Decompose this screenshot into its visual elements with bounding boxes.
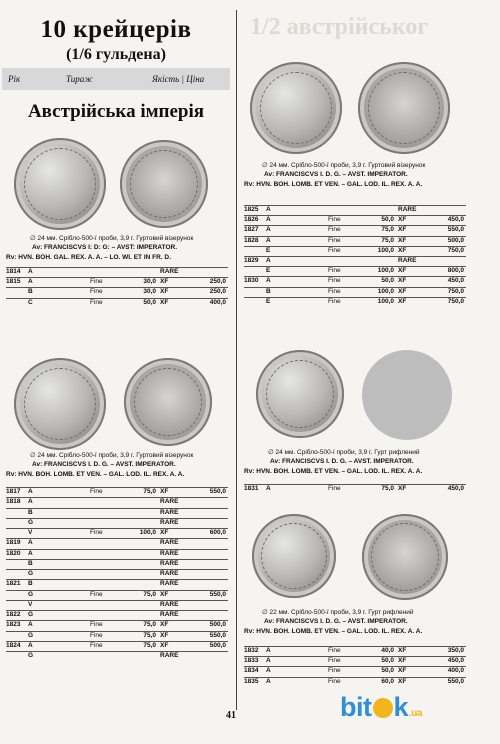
reverse-legend: Rv: HVN. BOH. LOMB. ET VEN. – GAL. LOD. IL. REX. A. A. (244, 628, 423, 635)
row-price-low: 75,0 (143, 488, 156, 495)
row-mint: A (266, 277, 271, 285)
coin-spec-caption: ∅ 24 мм. Срібло-500-ї проби, 3,9 г. Гуртовий візерунок (262, 162, 426, 169)
coin-obverse-image (252, 514, 336, 598)
row-year: 1821 (6, 580, 21, 588)
row-price-high: 550,0 (209, 631, 226, 639)
obverse-legend: Av: FRANCISCVS I. D. G. – AVST. IMPERATOR. (264, 171, 408, 178)
table-row (244, 267, 466, 276)
row-grade-high: RARE (160, 580, 179, 588)
row-price-low: 75,0 (143, 631, 156, 639)
coin-spec-caption: ∅ 24 мм. Срібло-500-ї проби, 3,9 г. Гуртовий візерунок (30, 452, 194, 459)
page-number: 41 (226, 710, 236, 721)
row-grade-low: Fine (328, 647, 341, 654)
row-grade-high: RARE (160, 508, 179, 516)
row-mint: A (28, 641, 33, 649)
row-grade-high: RARE (160, 570, 179, 577)
table-row (6, 560, 228, 569)
row-grade-high: RARE (160, 268, 179, 275)
row-grade-low: Fine (328, 236, 341, 244)
row-grade-high: XF (398, 277, 407, 285)
row-grade-low: Fine (328, 267, 341, 275)
row-price-low: 75,0 (381, 236, 394, 244)
bitok-logo (340, 692, 422, 723)
row-mint: A (266, 485, 271, 492)
row-price-low: 75,0 (143, 641, 156, 649)
row-year: 1819 (6, 539, 21, 547)
row-price-low: 100,0 (377, 297, 394, 305)
row-mint: A (266, 647, 271, 654)
row-price-high: 450,0 (447, 216, 464, 224)
row-mint: G (28, 518, 34, 526)
coin-reverse-image (358, 62, 450, 154)
table-row (6, 278, 228, 287)
row-grade-low: Fine (90, 631, 103, 639)
reverse-legend: Rv: HVN. BOH. LOMB. ET VEN. – GAL. LOD. IL. REX. A. A. (244, 468, 423, 475)
row-mint: A (28, 539, 33, 547)
table-row (6, 268, 228, 277)
row-year: 1834 (244, 667, 259, 675)
row-grade-low: Fine (90, 590, 103, 598)
table-header (2, 68, 230, 90)
row-grade-high: RARE (160, 559, 179, 567)
row-price-low: 75,0 (143, 590, 156, 598)
coin-obverse-image (250, 62, 342, 154)
row-price-high: 400,0 (447, 667, 464, 675)
table-row (244, 485, 466, 494)
row-mint: B (28, 288, 33, 296)
row-grade-low: Fine (90, 298, 103, 306)
row-price-low: 50,0 (381, 277, 394, 285)
obverse-legend: Av: FRANCISCVS I: D: G: – AVST: IMPERATOR. (32, 244, 178, 251)
row-price-high: 500,0 (447, 236, 464, 244)
row-price-low: 100,0 (139, 529, 156, 536)
row-grade-low: Fine (328, 287, 341, 295)
row-price-high: 550,0 (447, 677, 464, 685)
row-grade-high: XF (160, 278, 169, 286)
row-year: 1832 (244, 647, 259, 654)
reverse-legend: Rv: HVN. BOH. LOMB. ET VEN. – GAL. LOD. IL. REX. A. A. (6, 471, 185, 478)
row-grade-low: Fine (328, 226, 341, 234)
bleed-through-text: 1/2 австрійськог (250, 14, 429, 40)
row-price-low: 75,0 (381, 485, 394, 492)
row-year: 1814 (6, 268, 21, 275)
row-price-low: 75,0 (381, 226, 394, 234)
row-price-high: 450,0 (447, 657, 464, 665)
row-price-high: 450,0 (447, 277, 464, 285)
row-grade-high: XF (160, 631, 169, 639)
row-grade-high: XF (398, 657, 407, 665)
row-grade-high: XF (160, 488, 169, 495)
row-mint: B (266, 287, 271, 295)
table-row (244, 678, 466, 687)
logo-text-end: k (393, 692, 409, 722)
row-price-low: 50,0 (143, 298, 156, 306)
column-divider (236, 10, 237, 710)
row-price-high: 500,0 (209, 621, 226, 629)
row-grade-high: XF (398, 287, 407, 295)
table-row (6, 621, 228, 630)
row-price-low: 100,0 (377, 287, 394, 295)
row-mint: E (266, 267, 271, 275)
row-grade-low: Fine (90, 288, 103, 296)
row-mint: B (28, 508, 33, 516)
obverse-legend: Av: FRANCISCVS I. D. G. – AVST. IMPERATOR. (270, 458, 414, 465)
column-grade-price: Якість | Ціна (152, 74, 205, 84)
row-price-low: 50,0 (381, 657, 394, 665)
row-year: 1829 (244, 257, 259, 264)
row-price-high: 500,0 (209, 641, 226, 649)
row-year: 1826 (244, 216, 259, 224)
table-row (6, 580, 228, 589)
row-grade-high: XF (160, 641, 169, 649)
row-price-low: 50,0 (381, 216, 394, 224)
reverse-legend: Rv: HVN. BOH. GAL. REX. A. A. – LO. WI. ET IN FR. D. (6, 254, 171, 261)
row-grade-low: Fine (90, 529, 103, 536)
row-grade-high: XF (398, 226, 407, 234)
table-row (244, 216, 466, 225)
column-mintage: Тираж (66, 74, 93, 84)
row-mint: A (28, 278, 33, 286)
table-row (6, 570, 228, 579)
row-price-low: 100,0 (377, 246, 394, 254)
row-mint: A (266, 677, 271, 685)
coin-obverse-image (256, 350, 344, 438)
row-grade-high: RARE (160, 652, 179, 659)
row-grade-high: RARE (160, 539, 179, 547)
row-grade-low: Fine (328, 657, 341, 665)
row-price-low: 30,0 (143, 278, 156, 286)
row-grade-high: RARE (398, 257, 417, 264)
row-grade-low: Fine (328, 216, 341, 224)
row-price-high: 400,0 (209, 298, 226, 306)
row-grade-high: XF (398, 216, 407, 224)
table-row (244, 657, 466, 666)
row-year: 1830 (244, 277, 259, 285)
row-mint: A (266, 226, 271, 234)
row-price-low: 50,0 (381, 667, 394, 675)
row-mint: V (28, 529, 33, 536)
table-row (6, 611, 228, 620)
table-row (6, 519, 228, 528)
row-mint: A (28, 488, 33, 495)
row-grade-low: Fine (90, 641, 103, 649)
row-grade-high: XF (160, 298, 169, 306)
row-year: 1824 (6, 641, 21, 649)
row-grade-high: XF (398, 246, 407, 254)
table-row (6, 498, 228, 507)
row-price-high: 550,0 (209, 590, 226, 598)
table-row (244, 206, 466, 215)
row-mint: E (266, 246, 271, 254)
row-price-low: 40,0 (381, 647, 394, 654)
table-row (6, 632, 228, 641)
logo-suffix: .ua (409, 708, 422, 719)
row-price-high: 250,0 (209, 278, 226, 286)
row-year: 1831 (244, 485, 259, 492)
row-year: 1835 (244, 677, 259, 685)
table-row (6, 601, 228, 610)
row-year: 1818 (6, 498, 21, 506)
table-row (244, 298, 466, 307)
row-mint: C (28, 298, 33, 306)
coin-obverse-image (14, 138, 106, 230)
row-mint: A (266, 657, 271, 665)
column-year: Рік (8, 74, 21, 84)
row-grade-high: RARE (160, 498, 179, 506)
row-mint: A (266, 236, 271, 244)
row-mint: B (28, 580, 33, 588)
row-price-high: 450,0 (447, 485, 464, 492)
table-row (6, 591, 228, 600)
row-price-high: 750,0 (447, 297, 464, 305)
row-mint: A (266, 257, 271, 264)
row-mint: B (28, 559, 33, 567)
row-grade-low: Fine (328, 246, 341, 254)
table-row (6, 488, 228, 497)
row-price-high: 550,0 (209, 488, 226, 495)
row-mint: A (266, 206, 271, 213)
row-price-low: 75,0 (143, 621, 156, 629)
row-mint: G (28, 652, 34, 659)
row-year: 1815 (6, 278, 21, 286)
coin-reverse-image (362, 514, 448, 600)
row-year: 1828 (244, 236, 259, 244)
section-title: Австрійська імперія (27, 101, 205, 122)
row-mint: A (28, 549, 33, 557)
table-row (244, 247, 466, 256)
obverse-legend: Av: FRANCISCVS I. D. G. – AVST. IMPERATOR. (32, 461, 176, 468)
row-mint: A (266, 667, 271, 675)
row-price-low: 60,0 (381, 677, 394, 685)
coin-reverse-placeholder (362, 350, 452, 440)
coin-spec-caption: ∅ 24 мм. Срібло-500-ї проби, 3,9 г. Гуртовий візерунок (30, 235, 194, 242)
row-price-low: 100,0 (377, 267, 394, 275)
row-grade-low: Fine (90, 488, 103, 495)
table-row (244, 647, 466, 656)
row-mint: G (28, 631, 34, 639)
logo-text: bit (340, 692, 372, 722)
row-grade-low: Fine (328, 667, 341, 675)
row-grade-high: RARE (160, 600, 179, 608)
row-grade-low: Fine (328, 677, 341, 685)
row-grade-low: Fine (328, 297, 341, 305)
row-mint: A (28, 498, 33, 506)
table-row (6, 652, 228, 661)
row-grade-low: Fine (328, 277, 341, 285)
row-grade-high: XF (398, 485, 407, 492)
row-grade-high: XF (398, 647, 407, 654)
row-year: 1827 (244, 226, 259, 234)
row-grade-low: Fine (90, 621, 103, 629)
row-price-high: 750,0 (447, 287, 464, 295)
row-grade-high: XF (398, 267, 407, 275)
row-grade-low: Fine (328, 485, 341, 492)
row-price-high: 600,0 (209, 529, 226, 536)
row-year: 1820 (6, 549, 21, 557)
row-grade-high: RARE (160, 549, 179, 557)
row-grade-high: XF (160, 288, 169, 296)
coin-spec-caption: ∅ 22 мм. Срібло-500-ї проби, 3,9 г. Гурт рифлений (262, 609, 414, 616)
row-mint: V (28, 600, 33, 608)
row-price-low: 30,0 (143, 288, 156, 296)
reverse-legend: Rv: HVN. BOH. LOMB. ET VEN. – GAL. LOD. IL. REX. A. A. (244, 181, 423, 188)
row-year: 1825 (244, 206, 259, 213)
row-year: 1833 (244, 657, 259, 665)
row-mint: G (28, 570, 34, 577)
row-price-high: 550,0 (447, 226, 464, 234)
row-price-high: 800,0 (447, 267, 464, 275)
table-row (244, 277, 466, 286)
row-year: 1822 (6, 611, 21, 618)
row-mint: A (266, 216, 271, 224)
page-title: 10 крейцерів (40, 16, 192, 43)
table-row (6, 642, 228, 651)
coin-reverse-image (124, 358, 212, 446)
coin-spec-caption: ∅ 24 мм. Срібло-500-ї проби, 3,9 г. Гурт рифлений (268, 449, 420, 456)
coin-reverse-image (120, 140, 208, 228)
table-row (6, 529, 228, 538)
row-mint: A (28, 268, 33, 275)
row-mint: A (28, 621, 33, 629)
row-grade-high: RARE (160, 611, 179, 618)
table-row (6, 288, 228, 297)
row-grade-low: Fine (90, 278, 103, 286)
row-grade-high: RARE (160, 518, 179, 526)
row-grade-high: XF (398, 667, 407, 675)
row-mint: G (28, 590, 34, 598)
row-year: 1823 (6, 621, 21, 629)
table-row (6, 509, 228, 518)
table-row (244, 667, 466, 676)
obverse-legend: Av: FRANCISCVS I. D. G. – AVST. IMPERATOR. (264, 618, 408, 625)
row-mint: E (266, 297, 271, 305)
table-row (244, 237, 466, 246)
row-grade-high: XF (160, 590, 169, 598)
table-row (244, 257, 466, 266)
table-row (6, 539, 228, 548)
table-row (6, 299, 228, 308)
row-price-high: 250,0 (209, 288, 226, 296)
row-grade-high: XF (160, 621, 169, 629)
table-row (6, 550, 228, 559)
row-grade-high: XF (398, 297, 407, 305)
logo-coin-icon (373, 698, 393, 718)
row-grade-high: RARE (398, 206, 417, 213)
row-grade-high: XF (398, 236, 407, 244)
table-row (244, 226, 466, 235)
coin-obverse-image (14, 358, 106, 450)
row-grade-high: XF (398, 677, 407, 685)
row-mint: G (28, 611, 34, 618)
row-year: 1817 (6, 488, 21, 495)
table-row (244, 288, 466, 297)
row-grade-high: XF (160, 529, 169, 536)
row-price-high: 750,0 (447, 246, 464, 254)
page-subtitle: (1/6 гульдена) (66, 46, 166, 63)
row-price-high: 350,0 (447, 647, 464, 654)
